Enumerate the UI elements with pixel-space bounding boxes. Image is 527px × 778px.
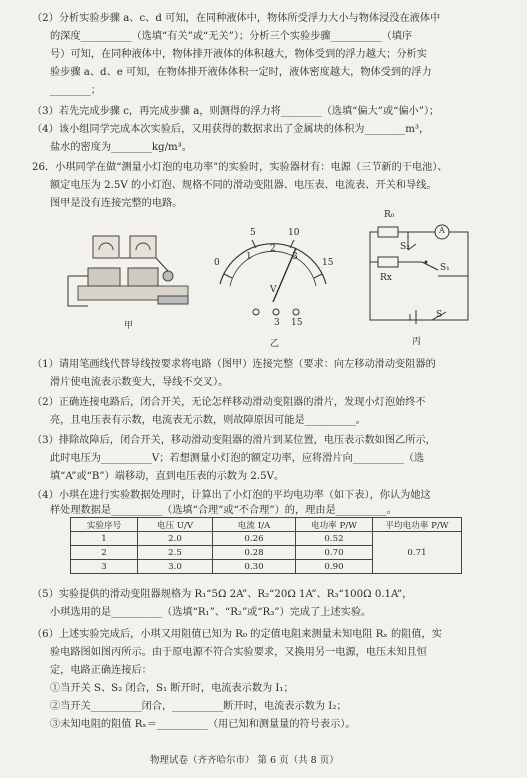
meter-terminal-15: 15 xyxy=(291,318,303,328)
text-line: 填“A”或“B”）端移动，直到电压表的示数为 2.5V。 xyxy=(50,471,285,482)
text-line: 亮，且电压表有示数，电流表无示数，则故障原因可能是__________。 xyxy=(50,415,366,426)
question-26: 26．小琪同学在做“测量小灯泡的电功率”的实验时，实验器材有：电源（三节新的干电池）、 xyxy=(32,162,448,173)
text-line: ①当开关 S、S₂ 闭合，S₁ 断开时，电流表示数为 I₁； xyxy=(50,683,294,694)
text-line: 图甲是没有连接完整的电路。 xyxy=(50,198,183,209)
table-row xyxy=(71,532,462,546)
text-line: （6）上述实验完成后，小琪又用阻值已知为 R₀ 的定值电阻来测量未知电阻 Rₓ 的阻值，实 xyxy=(32,629,442,640)
text-line: （5）实验提供的滑动变阻器规格为 R₁“5Ω 2A”、R₂“20Ω 1A”、R₃“100Ω 0.1A”， xyxy=(32,589,413,600)
text-line: 此时电压为__________V；若想测量小灯泡的额定功率，应将滑片向__________（选 xyxy=(50,453,425,464)
label-ammeter: A xyxy=(439,226,445,235)
table-cell: 1 xyxy=(71,532,138,546)
text-line: （2）分析实验步骤 a、c、d 可知，在同种液体中，物体所受浮力大小与物体浸没在液体中 xyxy=(32,13,441,24)
text-line: 滑片使电流表示数变大，导线不交叉）。 xyxy=(50,377,229,388)
table-cell: 0.52 xyxy=(296,532,373,546)
meter-top-0: 0 xyxy=(214,258,220,268)
text-line: 验电路图如图丙所示。由于原电源不符合实验要求，又换用另一电源，电压未知且恒 xyxy=(50,647,427,658)
label-r0: R₀ xyxy=(384,210,395,220)
label-s: S xyxy=(436,310,443,320)
text-line: 样处理数据是__________（选填“合理”或“不合理”）的，理由是__________。 xyxy=(50,505,397,516)
table-average-cell: 0.71 xyxy=(373,532,462,574)
figure-label-bing: 丙 xyxy=(412,337,422,347)
table-header: 平均电功率 P/W xyxy=(373,518,462,532)
table-header: 电压 U/V xyxy=(138,518,213,532)
text-line: （2）正确连接电路后，闭合开关，无论怎样移动滑动变阻器的滑片，发现小灯泡始终不 xyxy=(32,397,426,408)
text-line: 号）可知，在同种液体中，物体排开液体的体积越大，物体受到的浮力越大；分析实 xyxy=(50,49,427,60)
text-line: （4）小琪在进行实验数据处理时，计算出了小灯泡的平均电功率（如下表），你认为她这 xyxy=(32,490,431,501)
table-cell: 2.5 xyxy=(138,546,213,560)
meter-top-5: 5 xyxy=(250,228,256,238)
text-line: （1）请用笔画线代替导线按要求将电路（图甲）连接完整（要求：向左移动滑动变阻器的 xyxy=(32,359,436,370)
text-line: ③未知电阻的阻值 Rₓ＝__________（用已知和测量量的符号表示）。 xyxy=(50,719,356,730)
text-line: （3）若先完成步骤 c，再完成步骤 a，则测得的浮力将________（选填“偏大”或“偏小”）； xyxy=(32,106,440,117)
text-line: 的深度__________（选填“有关”或“无关”）；分析三个实验步骤__________（填序 xyxy=(50,31,413,42)
table-header: 实验序号 xyxy=(71,518,138,532)
table-header: 电流 I/A xyxy=(213,518,296,532)
text-line: 验步骤 a、d、e 可知，在物体排开液体体积一定时，液体密度越大，物体受到的浮力 xyxy=(50,67,432,78)
text-line: ②当开关__________闭合，__________断开时，电流表示数为 I₂； xyxy=(50,701,347,712)
table-cell: 3 xyxy=(71,560,138,574)
text-line: （3）排除故障后，闭合开关，移动滑动变阻器的滑片到某位置，电压表示数如图乙所示， xyxy=(32,435,436,446)
text-line: 盐水的密度为________kg/m³。 xyxy=(50,142,192,153)
table-cell: 0.28 xyxy=(213,546,296,560)
text-line: 额定电压为 2.5V 的小灯泡、规格不同的滑动变阻器、电压表、电流表、开关和导线。 xyxy=(50,180,437,191)
text-line: 定，电路正确连接后： xyxy=(50,665,152,676)
table-cell: 2 xyxy=(71,546,138,560)
table-cell: 2.0 xyxy=(138,532,213,546)
figure-yi-voltmeter xyxy=(208,212,338,322)
meter-inner-2: 2 xyxy=(270,244,276,254)
page-footer: 物理试卷（齐齐哈尔市） 第 6 页（共 8 页） xyxy=(150,755,339,766)
meter-top-10: 10 xyxy=(288,228,300,238)
meter-top-15: 15 xyxy=(322,258,334,268)
label-s2: S₂ xyxy=(400,242,410,252)
meter-unit: V xyxy=(270,285,277,295)
figure-bing-circuit xyxy=(360,222,475,332)
table-cell: 0.90 xyxy=(296,560,373,574)
text-line: 小琪选用的是__________（选填“R₁”、“R₂”或“R₃”）完成了上述实验。 xyxy=(50,607,372,618)
figure-jia-apparatus xyxy=(58,216,198,321)
label-s1: S₁ xyxy=(440,263,450,273)
table-cell: 0.70 xyxy=(296,546,373,560)
table-cell: 0.26 xyxy=(213,532,296,546)
meter-inner-3: 3 xyxy=(292,252,298,262)
figure-label-yi: 乙 xyxy=(270,339,280,349)
table-cell: 3.0 xyxy=(138,560,213,574)
label-rx: Rx xyxy=(380,273,392,283)
data-table xyxy=(70,517,462,574)
table-header: 电功率 P/W xyxy=(296,518,373,532)
text-line: ________； xyxy=(50,85,101,96)
figure-label-jia: 甲 xyxy=(124,321,134,331)
table-cell: 0.30 xyxy=(213,560,296,574)
text-line: （4）该小组同学完成本次实验后，又用获得的数据求出了金属块的体积为________m³， xyxy=(32,124,430,135)
meter-inner-1: 1 xyxy=(246,252,252,262)
meter-terminal-3: 3 xyxy=(274,318,280,328)
